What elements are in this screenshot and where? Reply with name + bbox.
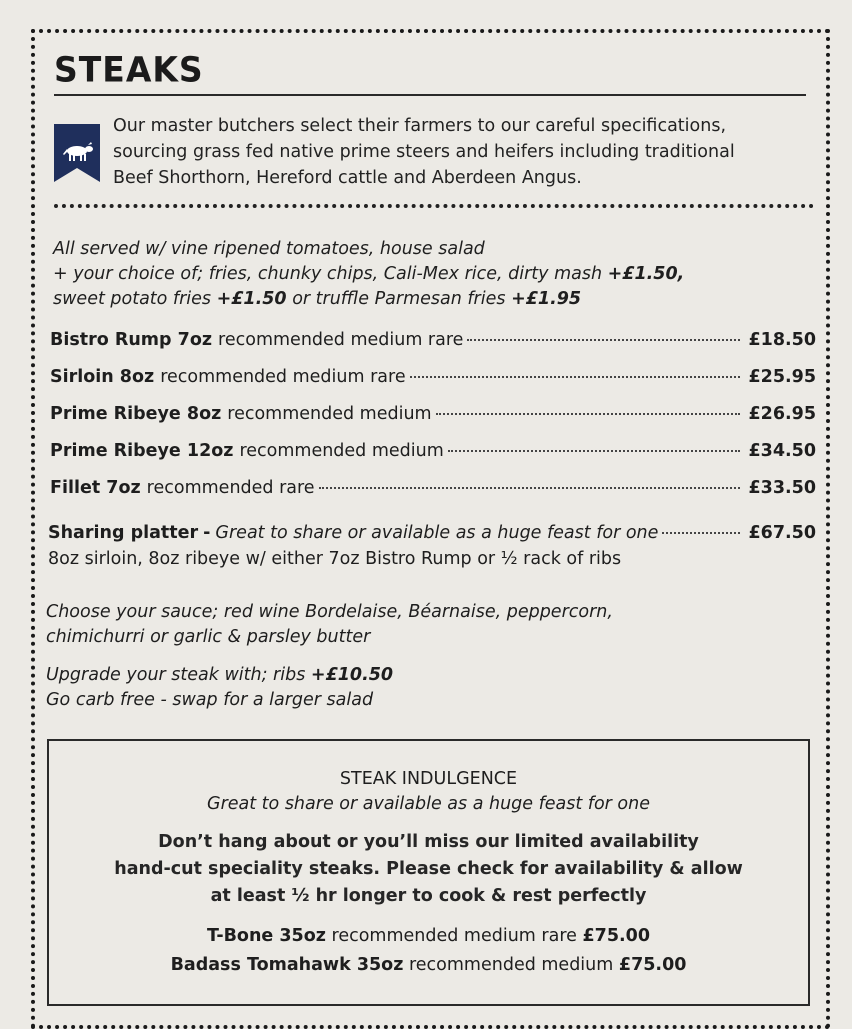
sweet-potato-price: +£1.50 [216, 289, 287, 309]
sauce-line-2: chimichurri or garlic & parsley butter [46, 627, 371, 647]
item-price: £18.50 [748, 330, 816, 350]
indulgence-steaks [49, 922, 808, 980]
title-divider [54, 94, 806, 96]
upgrade-text: Upgrade your steak with; ribs [46, 665, 311, 685]
sharing-platter-dash: - [203, 523, 211, 543]
dot-leader [467, 339, 740, 341]
item-desc: recommended medium [227, 404, 432, 424]
sauce-line-1: Choose your sauce; red wine Bordelaise, Béarnaise, peppercorn, [46, 602, 613, 622]
served-line-3 [53, 287, 813, 312]
sharing-platter-desc: Great to share or available as a huge feast for one [215, 523, 659, 543]
intro-paragraph [113, 113, 813, 191]
item-name: Sirloin 8oz [50, 367, 155, 387]
notes-spacer [46, 650, 806, 663]
steak-name: Badass Tomahawk 35oz [170, 955, 404, 975]
steak-desc: recommended medium rare [331, 926, 577, 946]
steak-notes [46, 600, 806, 713]
item-name: Bistro Rump 7oz [50, 330, 213, 350]
item-price: £26.95 [748, 404, 816, 424]
sharing-platter-contents: 8oz sirloin, 8oz ribeye w/ either 7oz Bistro Rump or ½ rack of ribs [48, 549, 622, 569]
intro-line: Our master butchers select their farmers to our careful specifications, [113, 116, 727, 136]
steak-desc: recommended medium [408, 955, 614, 975]
item-name: Prime Ribeye 12oz [50, 441, 234, 461]
steak-list [50, 330, 816, 515]
steak-indulgence-box [47, 739, 810, 1006]
truffle-fries-price: +£1.95 [511, 289, 582, 309]
item-price: £25.95 [748, 367, 816, 387]
dot-leader [319, 487, 741, 489]
dot-leader [448, 450, 741, 452]
dot-leader [436, 413, 741, 415]
indulgence-steak [49, 922, 808, 951]
steak-price: £75.00 [618, 955, 687, 975]
carb-free-line: Go carb free - swap for a larger salad [46, 690, 374, 710]
served-with-note [53, 237, 813, 312]
menu-item [50, 330, 816, 367]
item-desc: recommended medium [239, 441, 444, 461]
item-desc: recommended rare [146, 478, 315, 498]
served-line-1: All served w/ vine ripened tomatoes, house salad [53, 239, 485, 259]
dirty-mash-price: +£1.50, [607, 264, 685, 284]
menu-item [50, 404, 816, 441]
bull-icon [54, 124, 100, 182]
menu-item [50, 367, 816, 404]
indulgence-body-line: at least ½ hr longer to cook & rest perfectly [210, 886, 647, 906]
item-desc: recommended medium rare [160, 367, 406, 387]
intro-line: sourcing grass fed native prime steers and heifers including traditional [113, 142, 735, 162]
served-line-2 [53, 262, 813, 287]
steak-price: £75.00 [582, 926, 651, 946]
sharing-platter-name: Sharing platter [48, 523, 199, 543]
section-title: STEAKS [54, 49, 204, 90]
indulgence-body-line: Don’t hang about or you’ll miss our limited availability [158, 832, 699, 852]
indulgence-body [49, 829, 808, 910]
served-line-3-text-b: or truffle Parmesan fries [286, 289, 512, 309]
item-price: £34.50 [748, 441, 816, 461]
indulgence-steak [49, 951, 808, 980]
ribs-upgrade-price: +£10.50 [310, 665, 394, 685]
menu-item [50, 478, 816, 515]
sharing-platter-price: £67.50 [748, 523, 816, 543]
dot-leader [662, 532, 740, 534]
dot-leader [410, 376, 741, 378]
sharing-platter-line [48, 520, 816, 546]
item-desc: recommended medium rare [218, 330, 464, 350]
menu-item [50, 441, 816, 478]
upgrade-line [46, 663, 806, 688]
served-line-3-text-a: sweet potato fries [53, 289, 217, 309]
dotted-divider [54, 204, 814, 208]
item-name: Fillet 7oz [50, 478, 141, 498]
intro-line: Beef Shorthorn, Hereford cattle and Aberdeen Angus. [113, 168, 582, 188]
served-line-2-text: + your choice of; fries, chunky chips, Cali-Mex rice, dirty mash [53, 264, 608, 284]
steak-name: T-Bone 35oz [206, 926, 326, 946]
item-price: £33.50 [748, 478, 816, 498]
item-name: Prime Ribeye 8oz [50, 404, 222, 424]
indulgence-heading: STEAK INDULGENCE [339, 769, 518, 789]
indulgence-body-line: hand-cut speciality steaks. Please check for availability & allow [114, 859, 743, 879]
indulgence-subheading: Great to share or available as a huge feast for one [207, 794, 650, 814]
sharing-platter [48, 520, 816, 572]
